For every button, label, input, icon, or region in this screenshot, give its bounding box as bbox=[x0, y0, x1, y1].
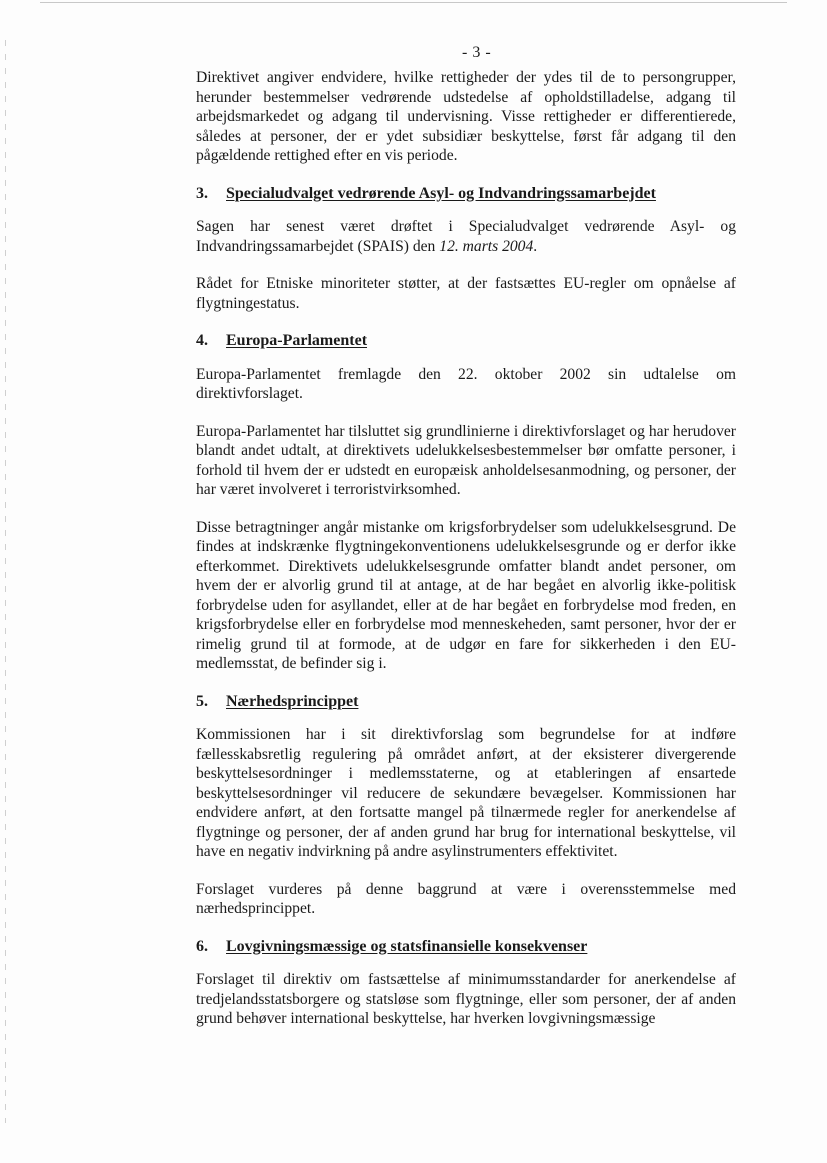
section-4-paragraph-3: Disse betragtninger angår mistanke om krigsforbrydelser som udelukkelsesgrund. De findes at indskrænke flygtningekonventionens udelukkelsesgrunde og er derfor ikke efterkommet. Direktivets udelukkelsesgrunde omfatter blandt andet personer, om hvem der er alvorlig grund til at antage, at de har begået en alvorlig ikke-politisk forbrydelse uden for asyllandet, eller at de har begået en forbrydelse mod freden, en krigsforbrydelse eller en forbrydelse mod menneskeheden, samt personer, hvor der er rimelig grund til at formode, at de udgør en fare for sikkerheden i den EU-medlemsstat, de befinder sig i. bbox=[196, 518, 736, 672]
section-number: 4. bbox=[196, 332, 208, 349]
section-number: 5. bbox=[196, 692, 208, 710]
section-6-heading bbox=[196, 937, 736, 957]
scan-top-edge bbox=[40, 2, 787, 3]
section-title: Specialudvalget vedrørende Asyl- og Indvandringssamarbejdet bbox=[226, 184, 656, 202]
section-title: Nærhedsprincippet bbox=[226, 692, 359, 710]
section-4-heading bbox=[196, 331, 736, 351]
section-number: 6. bbox=[196, 937, 208, 955]
section-3-paragraph-2: Rådet for Etniske minoriteter støtter, at der fastsættes EU-regler om opnåelse af flygtningestatus. bbox=[196, 275, 736, 312]
section-4-paragraph-2: Europa-Parlamentet har tilsluttet sig grundlinierne i direktivforslaget og har herudover blandt andet udtalt, at direktivets udelukkelsesbestemmelser bør omfatte personer, i forhold til hvem der er udstedt en europæisk anholdelsesanmodning, og personer, der har været involveret i terroristvirksomhed. bbox=[196, 422, 736, 498]
meeting-date: 12. marts 2004 bbox=[439, 237, 534, 255]
section-5-heading bbox=[196, 692, 736, 712]
section-3-heading bbox=[196, 184, 736, 204]
intro-paragraph: Direktivet angiver endvidere, hvilke rettigheder der ydes til de to persongrupper, herunder bestemmelser vedrørende udstedelse af opholdstilladelse, adgang til arbejdsmarkedet og adgang til undervisning. Visse rettigheder er differentierede, således at personer, der er ydet subsidiær beskyttelse, først får adgang til den pågældende rettighed efter en vis periode. bbox=[196, 69, 736, 164]
section-3-paragraph-1 bbox=[196, 217, 736, 256]
document-body bbox=[196, 68, 736, 1047]
section-number: 3. bbox=[196, 184, 208, 202]
page-number: - 3 - bbox=[462, 44, 492, 61]
paragraph-end: . bbox=[533, 237, 538, 255]
paragraph-text: Sagen har senest været drøftet i Specialudvalget vedrørende Asyl- og Indvandringssamarbejdet (SPAIS) den bbox=[196, 218, 736, 255]
section-4-paragraph-1: Europa-Parlamentet fremlagde den 22. oktober 2002 sin udtalelse om direktivforslaget. bbox=[196, 365, 736, 402]
section-title: Europa-Parlamentet bbox=[226, 332, 368, 349]
section-5-paragraph-2: Forslaget vurderes på denne baggrund at være i overensstemmelse med nærhedsprincippet. bbox=[196, 880, 736, 917]
section-title: Lovgivningsmæssige og statsfinansielle konsekvenser bbox=[226, 937, 588, 955]
scan-left-edge bbox=[5, 40, 6, 1123]
section-5-paragraph-1: Kommissionen har i sit direktivforslag som begrundelse for at indføre fællesskabsretlig regulering på området anført, at der eksisterer divergerende beskyttelsesordninger i medlemsstaterne, og at etableringen af ensartede beskyttelsesordninger vil reducere de sekundære bevægelser. Kommissionen har endvidere anført, at den fortsatte mangel på tilnærmede regler for anerkendelse af flygtninge og personer, der af anden grund har brug for international beskyttelse, vil have en negativ indvirkning på andre asylinstrumenters effektivitet. bbox=[196, 726, 736, 860]
section-6-paragraph-1: Forslaget til direktiv om fastsættelse af minimumsstandarder for anerkendelse af tredjelandsstatsborgere og statsløse som flygtninge, eller som personer, der af anden grund behøver international beskyttelse, har hverken lovgivningsmæssige bbox=[196, 971, 736, 1027]
